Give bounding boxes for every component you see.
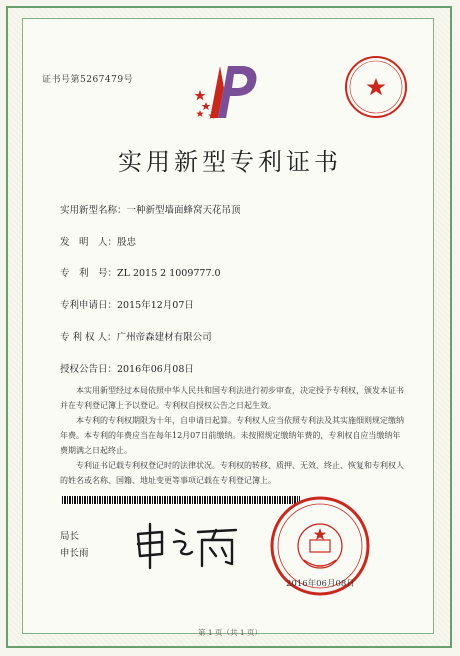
grant-date-value: 2016年06月08日 xyxy=(117,364,194,375)
body-paragraph: 本专利的专利权期限为十年，自申请日起算。专利权人应当依照专利法及其实施细则规定缴纳年费。本专利的年费应当在每年12月07日前缴纳。未按照规定缴纳年费的，专利权自应当缴纳年费期满之日起终止。 xyxy=(60,416,404,455)
utility-model-name-label: 实用新型名称： xyxy=(60,205,127,216)
body-paragraph: 专利证书记载专利权登记时的法律状况。专利权的转移、质押、无效、终止、恢复和专利权人的姓名或名称、国籍、地址变更等事项记载在专利登记簿上。 xyxy=(60,461,404,485)
certificate-body-text xyxy=(60,383,405,488)
certificate-number: 证书号第5267479号 xyxy=(42,75,134,85)
director-name: 申长雨 xyxy=(60,548,89,559)
utility-model-name-field xyxy=(60,202,241,216)
seal-date: 2016年06月08日 xyxy=(286,579,355,589)
filing-date-field xyxy=(60,297,194,311)
grant-date-field xyxy=(60,361,194,375)
patent-number-label: 专 利 号： xyxy=(60,268,118,279)
certificate-title: 实用新型专利证书 xyxy=(118,148,342,176)
director-signature xyxy=(132,520,242,572)
barcode xyxy=(62,496,300,504)
patentee-field xyxy=(60,329,212,343)
inventor-value: 殷忠 xyxy=(117,237,137,248)
grant-date-label: 授权公告日： xyxy=(60,364,118,375)
body-paragraph: 本实用新型经过本局依照中华人民共和国专利法进行初步审查，决定授予专利权，颁发本证书并在专利登记簿上予以登记。专利权自授权公告之日起生效。 xyxy=(60,386,404,410)
patentee-label: 专 利 权 人： xyxy=(60,332,117,343)
director-title: 局长 xyxy=(60,531,80,542)
utility-model-name-value: 一种新型墙面蜂窝天花吊顶 xyxy=(126,205,241,216)
patent-office-emblem-icon xyxy=(192,60,270,124)
inventor-field xyxy=(60,234,136,248)
inventor-label: 发 明 人： xyxy=(60,237,118,248)
patentee-value: 广州帝森建材有限公司 xyxy=(116,332,212,343)
agency-stamp xyxy=(343,54,409,120)
page-number: 第 1 页（共 1 页） xyxy=(197,628,263,637)
patent-number-value: ZL 2015 2 1009777.0 xyxy=(117,268,221,279)
filing-date-value: 2015年12月07日 xyxy=(117,300,194,311)
filing-date-label: 专利申请日： xyxy=(60,300,118,311)
patent-number-field xyxy=(60,265,221,279)
